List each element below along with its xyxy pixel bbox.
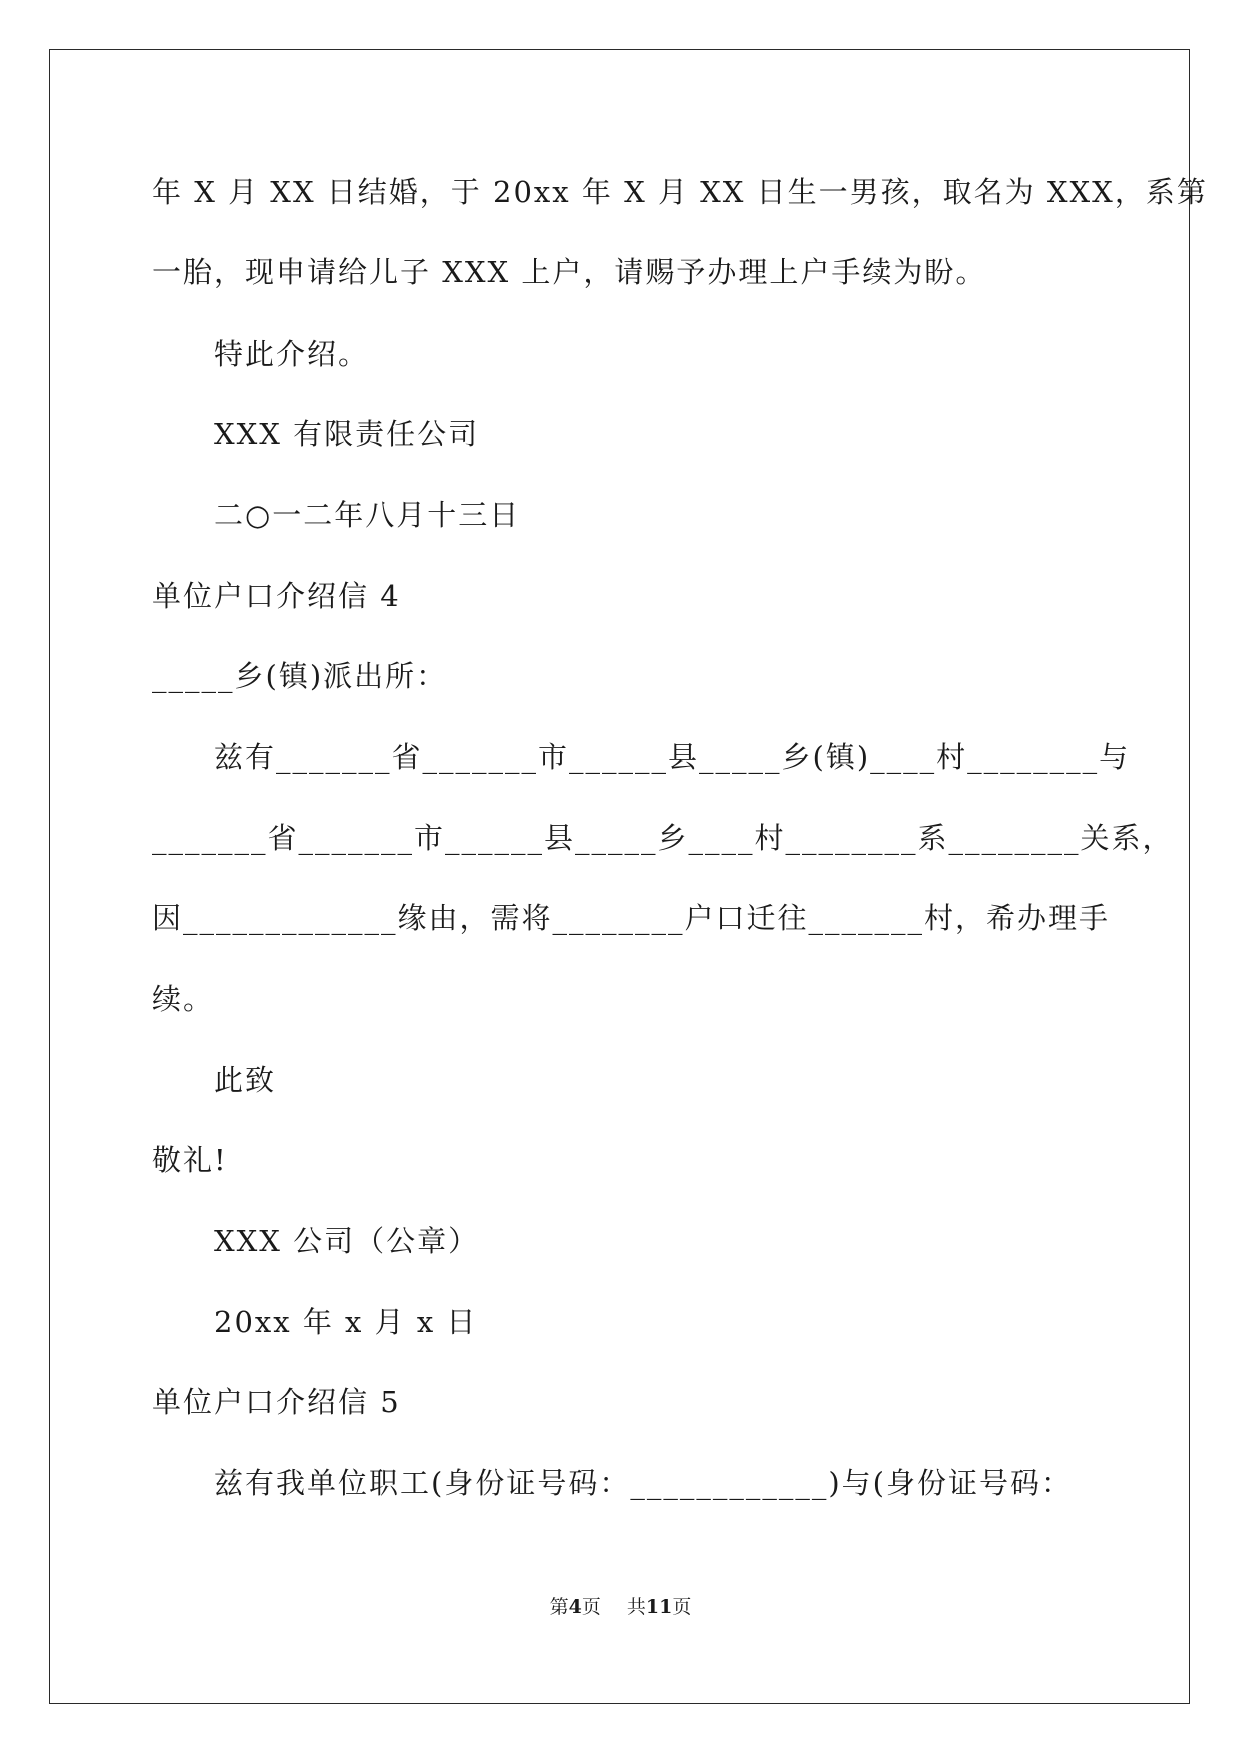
letter-recipient: _____乡(镇)派出所： [152,659,448,693]
letter-body-line-3: 因_____________缘由，需将________户口迁往_______村，希办理手 [152,901,1111,935]
page-mid: 页 [581,1596,601,1618]
company-signature: XXX 有限责任公司 [214,417,480,451]
closing-note: 特此介绍。 [214,337,370,371]
letter-body-line-2: _______省_______市______县_____乡____村________系________关系， [152,821,1174,855]
signature-date: 二○一二年八月十三日 [214,498,521,532]
salutation-cizhi: 此致 [214,1063,277,1097]
salutation-jingli: 敬礼! [152,1143,228,1177]
total-prefix: 共 [626,1596,646,1618]
company-seal-text: XXX 公司（公章） [214,1224,480,1258]
total-page-number: 11 [645,1596,673,1618]
letter-body-line-1: 兹有_______省_______市______县_____乡(镇)____村________与 [214,740,1131,774]
paragraph-line-2: 一胎，现申请给儿子 XXX 上户，请赐予办理上户手续为盼。 [152,255,987,289]
page-border [49,49,1190,1704]
paragraph-line-1: 年 X 月 XX 日结婚，于 20xx 年 X 月 XX 日生一男孩，取名为 XXX，系第 [152,175,1208,209]
letter5-body-line-1: 兹有我单位职工(身份证号码：____________)与(身份证号码： [214,1466,1072,1500]
page-footer [0,1594,1241,1620]
letter-body-line-4: 续。 [152,982,215,1016]
page-prefix: 第 [549,1596,569,1618]
current-page-number: 4 [568,1596,582,1618]
letter-date: 20xx 年 x 月 x 日 [214,1305,478,1339]
section-heading-5: 单位户口介绍信 5 [152,1385,401,1419]
total-suffix: 页 [672,1596,692,1618]
section-heading-4: 单位户口介绍信 4 [152,579,401,613]
